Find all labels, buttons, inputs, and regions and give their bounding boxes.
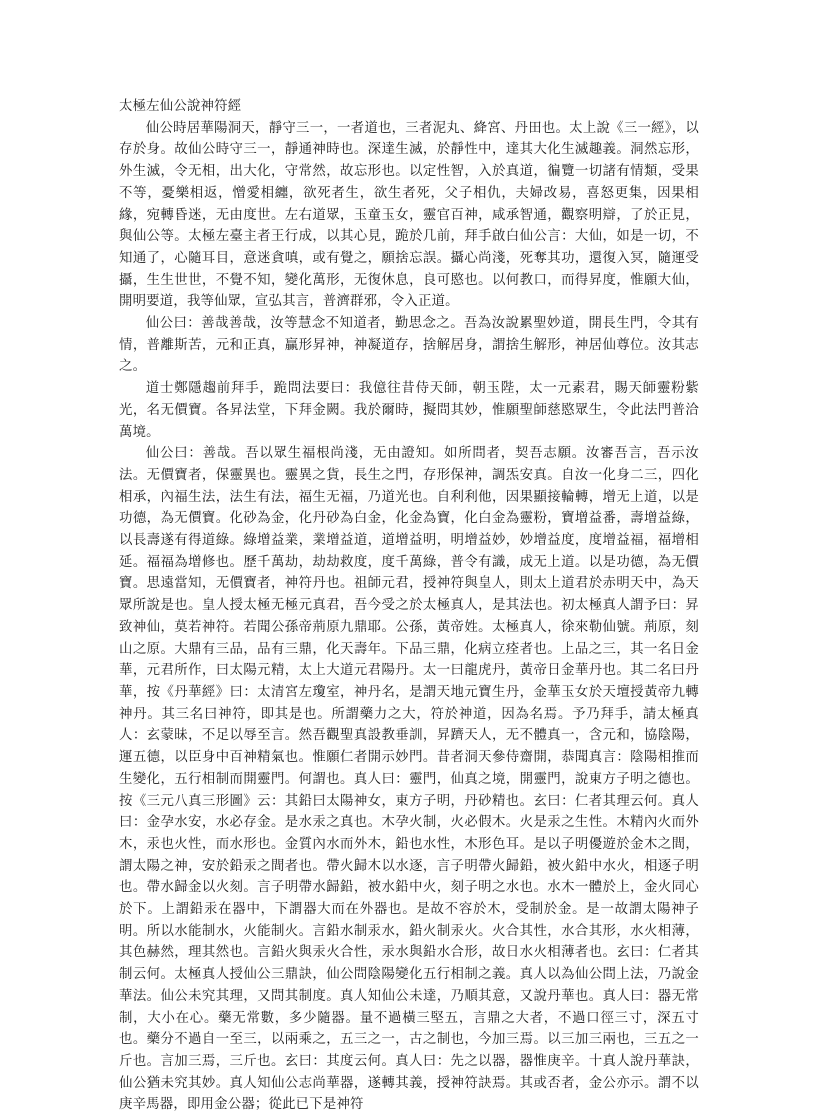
document-title: 太極左仙公說神符經 (119, 99, 242, 114)
paragraph-2: 仙公曰：善哉善哉，汝等慧念不知道者，勤思念之。吾為汝說累聖妙道，開長生門，令其有情，普離斯苦，元和正真，贏形昇神，神凝道存，捨解居身，謂捨生解形，神居仙尊位。汝其志之。 (119, 316, 699, 375)
document-page (119, 96, 699, 1116)
paragraph-3: 道士鄭隱趨前拜手，跪問法要曰：我億往昔侍天師，朝玉陛，太一元素君，賜天師靈粉紫光，名无價寶。各昇法堂，下拜金闕。我於爾時，擬問其妙，惟願聖師慈愍眾生，令此法門普洽萬境。 (119, 381, 699, 440)
paragraph-4: 仙公曰：善哉。吾以眾生福根尚淺，无由證知。如所問者，契吾志願。汝審吾言，吾示汝法。无價寶者，保靈異也。靈異之貨，長生之門，存形保神，調炁安真。自汝一化身二三，四化相承，內福生法，法生有法，福生无福，乃道光也。自利利他，因果顯接輪轉，增无上道，以是功德，為无價寶。化砂為金，化丹砂為白金，化金為寶，化白金為靈粉，寶增益番，壽增益綠，以長壽遂有得道綠。綠增益業，業增益道，道增益明，明增益妙，妙增益度，度增益福，福增相延。福福為增修也。歷千萬劫，劫劫救度，度千萬綠，普令有識，成无上道。以是功德，為无價寶。思遠當知，无價寶者，神符丹也。祖師元君，授神符與皇人，則太上道君於赤明天中，為天眾所說是也。皇人授太極无極元真君，吾今受之於太極真人，是其法也。初太極真人謂予曰：昇致神仙，莫若神符。若聞公孫帝荊原九鼎耶。公孫，黃帝姓。太極真人，徐來勒仙號。荊原，刻山之原。大鼎有三品，品有三鼎，化天壽年。下品三鼎，化病立痊者也。上品之三，其一名日金華，元君所作，曰太陽元精，太上大道元君陽丹。太一曰龍虎丹，黃帝日金華丹也。其二名曰丹華，按《丹華經》曰：太清宮左瓊室，神丹名，是謂天地元寶生丹，金華玉女於天壇授黃帝九轉神丹。其三名曰神符，即其是也。所謂藥力之大，符於神道，因為名焉。予乃拜手，請太極真人：玄蒙昧，不足以辱至言。然吾觀聖真設教垂訓，昇躋天人，无不體真一，含元和，協陰陽，運五德，以臣身中百神精氣也。惟願仁者開示妙門。昔者洞天參侍齋開，恭聞真言：陰陽相推而生變化，五行相制而開靈門。何謂也。真人曰：靈門，仙真之境，開靈門，說東方子明之德也。按《三元八真三形圖》云：其鉛曰太陽神女，東方子明，丹砂精也。玄曰：仁者其理云何。真人曰：金孕水安，水必存金。是水汞之真也。木孕火制，火必假木。火是汞之生性。木精內火而外木，汞也火性，而水形也。金質內水而外木，鉛也水性，木形色耳。是以子明優遊於金木之間，謂太陽之神，安於鉛汞之間者也。帶火歸木以水逐，言子明帶火歸鉛，被火鉛中水火，相逐子明也。帶水歸金以火刻。言子明帶水歸鉛，被水鉛中火，刻子明之水也。水木一體於上，金火同心於下。上謂鉛汞在器中，下謂器大而在外器也。是故不容於木，受制於金。是一故謂太陽神子明。所以水能制水，火能制火。言鉛水制汞水，鉛火制汞火。火合其性，水合其形，水火相薄，其色赫然，理其然也。言鉛火與汞火合性，汞水與鉛水合形，故日水火相薄者也。玄曰：仁者其制云何。太極真人授仙公三鼎訣，仙公問陰陽變化五行相制之義。真人以為仙公問上法，乃說金華法。仙公未究其理，又問其制度。真人知仙公未達，乃順其意，又說丹華也。真人曰：器无常制，大小在心。藥无常數，多少隨器。量不過橫三堅五，言鼎之大者，不過口徑三寸，深五寸也。藥分不過自一至三，以兩乘之，五三之一，古之制也，今加三焉。以三加三兩也，三五之一斤也。言加三焉，三斤也。玄曰：其度云何。真人曰：先之以器，器惟庚辛。十真人說丹華訣，仙公猶未究其妙。真人知仙公志尚華器，遂轉其義，授神符訣焉。其或否者，金公亦示。謂不以庚辛馬器，即用金公器；從此已下是神符 (119, 446, 699, 1113)
paragraph-1: 仙公時居華陽洞天，靜守三一，一者道也，三者泥丸、絳宮、丹田也。太上說《三一經》，以存於身。故仙公時守三一，靜通神時也。深達生滅，於靜性中，達其大化生滅趣義。洞然忘形，外生滅，令无相，出大化，守常然，故忘形也。以定性智，入於真道，徧覽一切諸有情類，受果不等，憂樂相返，憎愛相纏，欲死者生，欲生者死，父子相仇，夫婦改易，喜怒更集，因果相緣，宛轉昏迷，无由度世。左右道眾，玉童玉女，靈官百神，咸承智通，觀察明辯，了於正見，與仙公等。太極左臺主者王行成，以其心見，跪於几前，拜手啟白仙公言：大仙，如是一切，不知通了，心隨耳目，意迷貪嗔，或有覺之，願捨忘誤。攝心尚淺，死奪其功，還復入冥，隨運受攝，生生世世，不覺不知，變化萬形，无復休息，良可愍也。以何教口，而得昇度，惟願大仙，開明要道，我等仙眾，宣弘其言，普濟群邪，令入正道。 (119, 120, 699, 310)
